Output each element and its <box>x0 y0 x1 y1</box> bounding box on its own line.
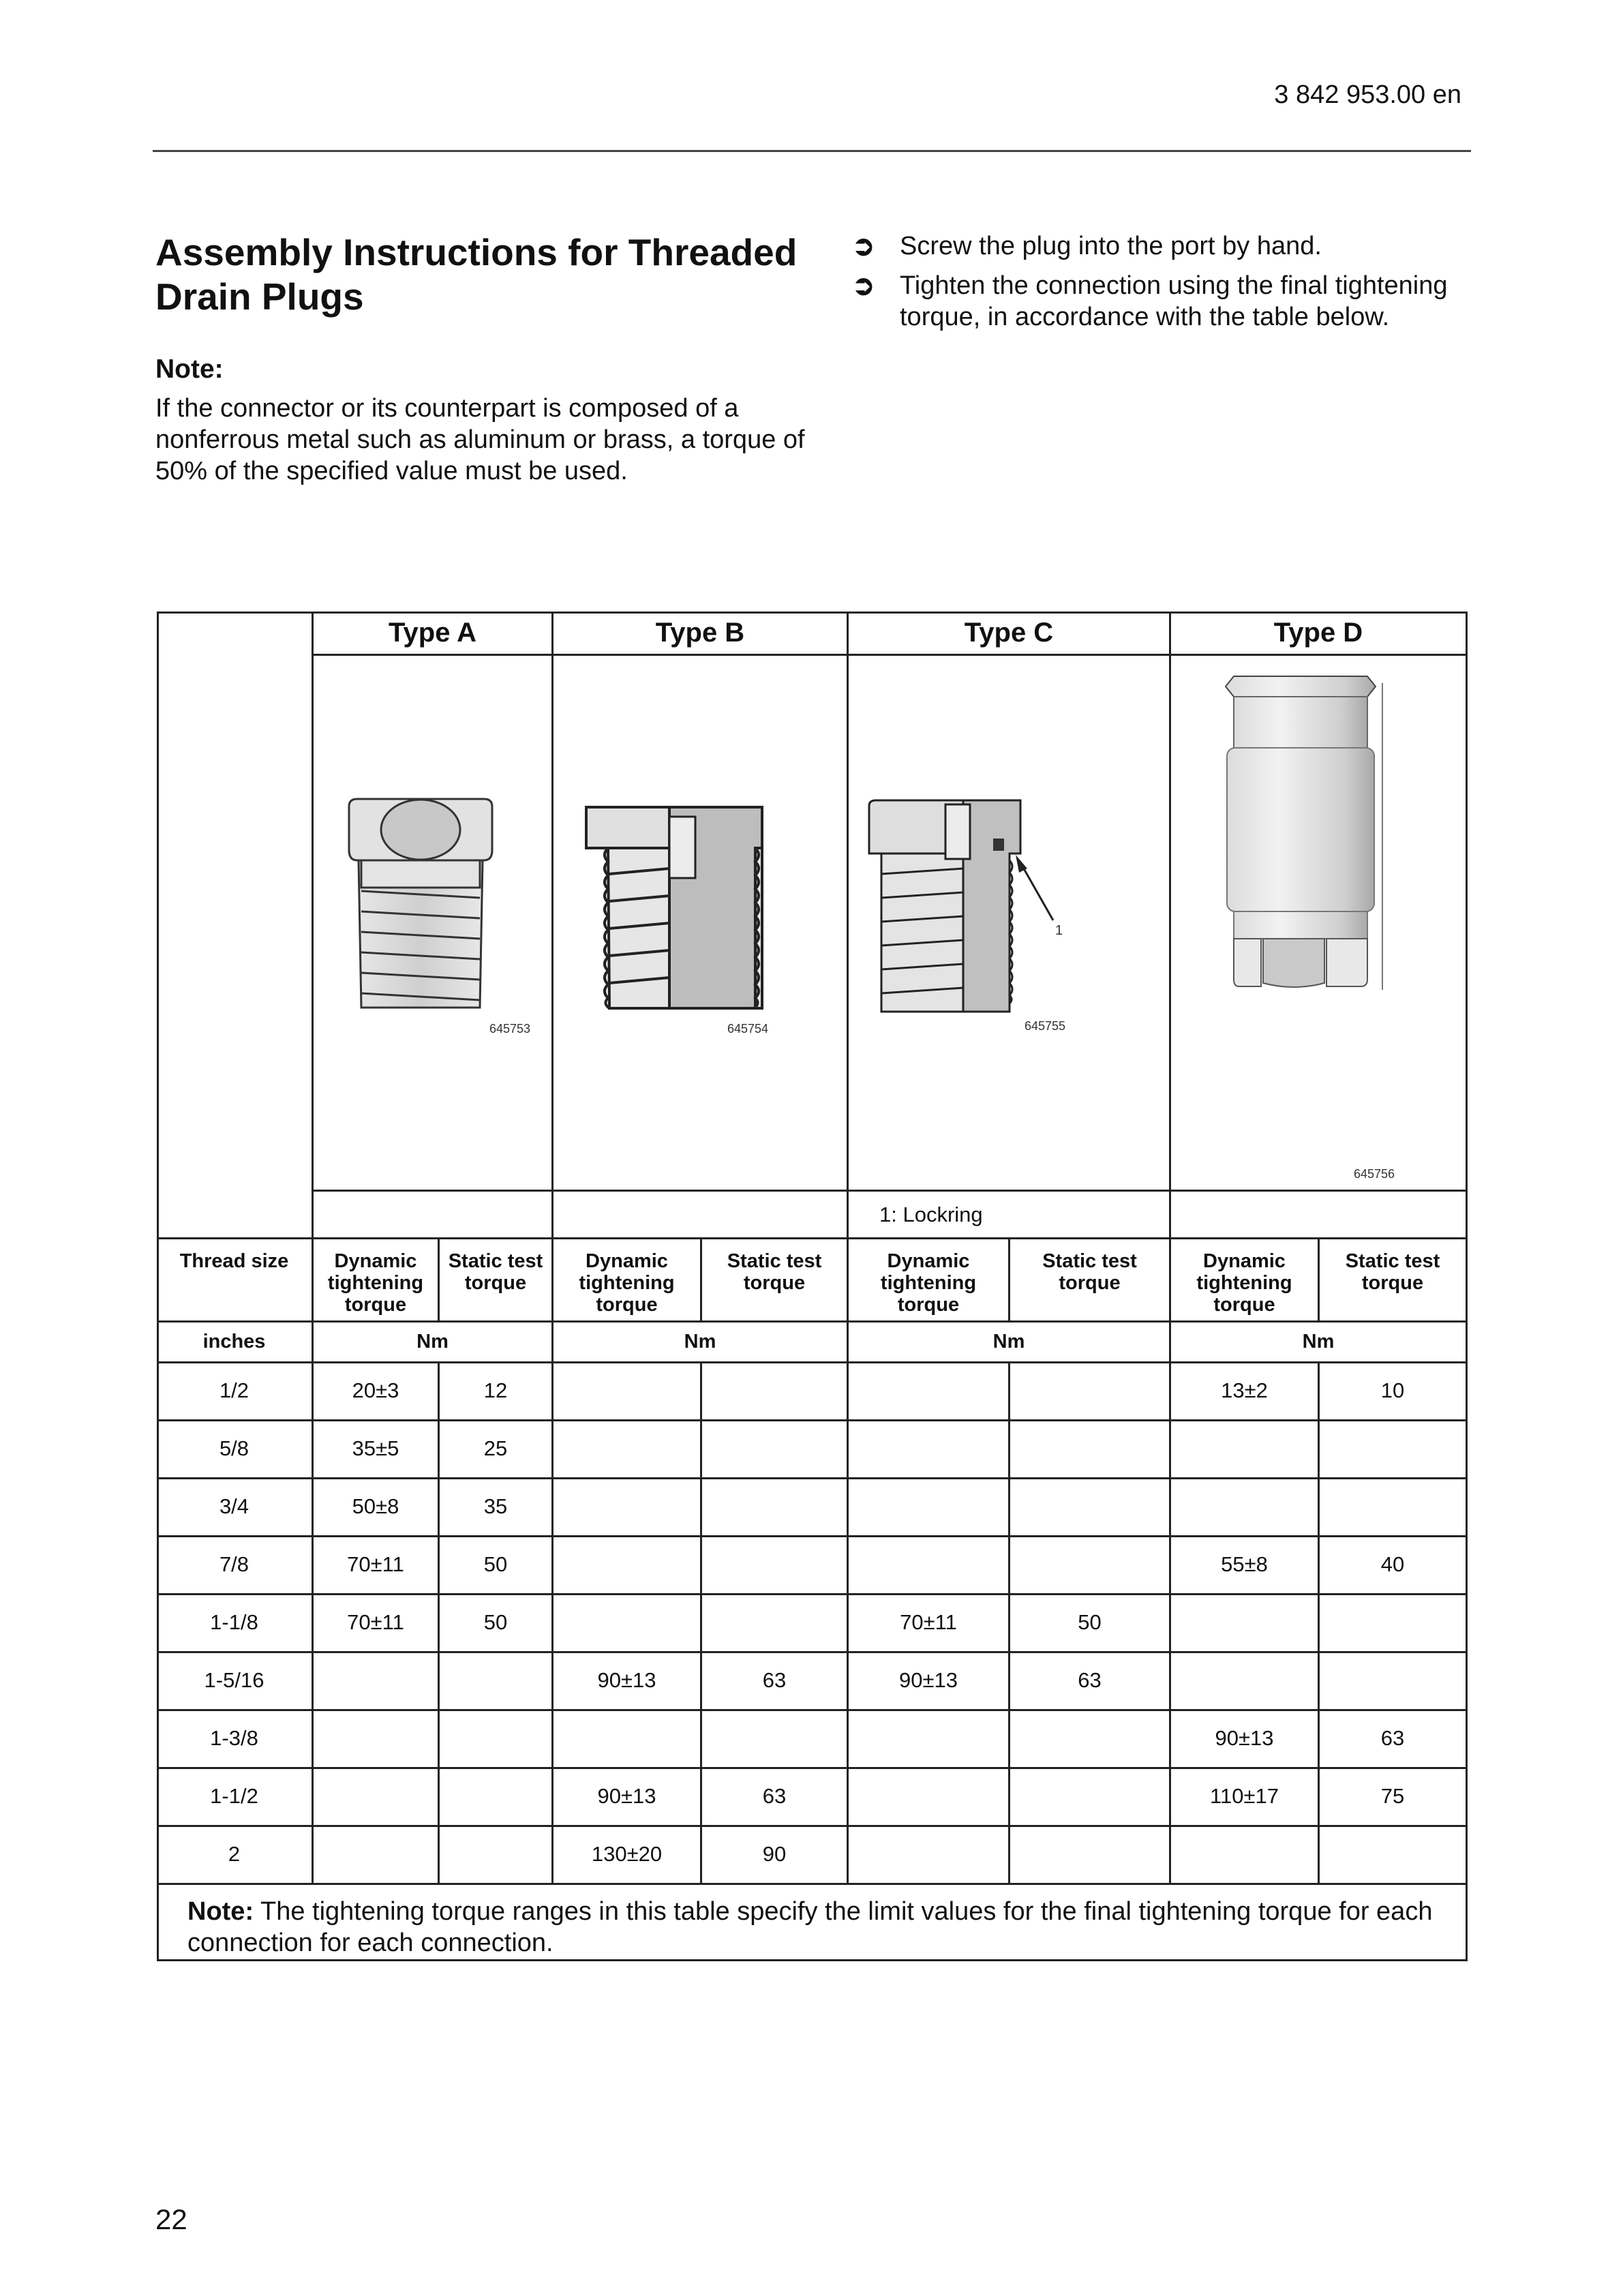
type-c-dynamic-cell <box>849 1769 1010 1827</box>
type-d-static-cell <box>1320 1479 1468 1537</box>
type-c-image-cell <box>849 656 1171 1192</box>
type-a-dynamic-cell <box>314 1827 440 1885</box>
socket-plug-section-illustration-icon <box>553 656 849 1192</box>
type-d-dynamic-cell <box>1171 1827 1320 1885</box>
type-b-caption-cell <box>553 1192 849 1239</box>
type-a-static-cell <box>440 1769 553 1827</box>
step-text: Tighten the connection using the final tightening torque, in accordance with the table below. <box>900 271 1448 331</box>
figure-number: 645755 <box>1025 1019 1066 1033</box>
type-a-static-cell: 12 <box>440 1363 553 1421</box>
type-b-dynamic-cell <box>553 1363 702 1421</box>
type-c-static-cell <box>1010 1479 1171 1537</box>
type-d-static-cell <box>1320 1827 1468 1885</box>
lockring-plug-section-illustration-icon <box>849 656 1171 1192</box>
thread-size-cell: 5/8 <box>157 1421 314 1479</box>
type-a-static-cell: 50 <box>440 1537 553 1595</box>
type-c-static-cell: 50 <box>1010 1595 1171 1653</box>
figure-number: 645756 <box>1354 1167 1395 1181</box>
type-b-dynamic-cell <box>553 1421 702 1479</box>
thread-size-cell: 2 <box>157 1827 314 1885</box>
step-text: Screw the plug into the port by hand. <box>900 232 1322 260</box>
type-d-static-cell <box>1320 1421 1468 1479</box>
type-d-dynamic-cell <box>1171 1653 1320 1711</box>
instruction-steps <box>852 230 1466 341</box>
note-text: If the connector or its counterpart is composed of a nonferrous metal such as aluminum or brass, a torque of 50% of the specified value must be used. <box>155 394 805 485</box>
thread-size-cell: 7/8 <box>157 1537 314 1595</box>
type-d-static-cell <box>1320 1595 1468 1653</box>
type-c-dynamic-cell <box>849 1479 1010 1537</box>
type-c-dynamic-header: Dynamic tightening torque <box>849 1239 1010 1323</box>
type-d-dynamic-cell <box>1171 1479 1320 1537</box>
type-b-static-header: Static test torque <box>702 1239 849 1323</box>
table-footnote <box>157 1885 1468 1961</box>
lockring-caption: 1: Lockring <box>849 1192 1171 1239</box>
header-divider <box>153 150 1471 152</box>
type-d-image-cell <box>1171 656 1468 1192</box>
type-c-static-cell <box>1010 1537 1171 1595</box>
hex-plug-illustration-icon <box>314 656 553 1192</box>
type-b-dynamic-header: Dynamic tightening torque <box>553 1239 702 1323</box>
note-label: Note: <box>155 354 224 384</box>
type-a-static-cell: 50 <box>440 1595 553 1653</box>
long-plug-illustration-icon <box>1171 656 1468 1192</box>
page-title: Assembly Instructions for Threaded Drain Plugs <box>155 231 798 318</box>
unit-nm-type-b: Nm <box>553 1323 849 1363</box>
type-c-dynamic-cell <box>849 1711 1010 1769</box>
type-d-static-header: Static test torque <box>1320 1239 1468 1323</box>
type-a-static-cell: 25 <box>440 1421 553 1479</box>
type-a-static-cell <box>440 1827 553 1885</box>
page-number: 22 <box>155 2203 187 2235</box>
type-c-dynamic-cell: 70±11 <box>849 1595 1010 1653</box>
type-d-dynamic-cell <box>1171 1595 1320 1653</box>
thread-size-cell: 1-1/2 <box>157 1769 314 1827</box>
instruction-step <box>852 270 1466 333</box>
type-a-static-header: Static test torque <box>440 1239 553 1323</box>
type-a-static-cell <box>440 1653 553 1711</box>
type-c-dynamic-cell <box>849 1421 1010 1479</box>
type-d-dynamic-cell <box>1171 1421 1320 1479</box>
type-b-image-cell <box>553 656 849 1192</box>
footnote-text: The tightening torque ranges in this table specify the limit values for the final tightening torque for each connection for each connection. <box>187 1897 1433 1957</box>
type-a-dynamic-cell: 20±3 <box>314 1363 440 1421</box>
type-b-static-cell <box>702 1711 849 1769</box>
type-c-static-cell <box>1010 1363 1171 1421</box>
type-d-static-cell: 40 <box>1320 1537 1468 1595</box>
type-c-dynamic-cell: 90±13 <box>849 1653 1010 1711</box>
type-c-static-cell <box>1010 1421 1171 1479</box>
thread-size-cell: 1/2 <box>157 1363 314 1421</box>
type-b-dynamic-cell <box>553 1479 702 1537</box>
type-d-dynamic-header: Dynamic tightening torque <box>1171 1239 1320 1323</box>
document-number: 3 842 953.00 en <box>1274 80 1461 109</box>
type-a-dynamic-cell <box>314 1653 440 1711</box>
thread-size-cell: 1-1/8 <box>157 1595 314 1653</box>
type-a-header: Type A <box>314 611 553 656</box>
type-a-static-cell <box>440 1711 553 1769</box>
thread-size-header: Thread size <box>157 1239 314 1323</box>
type-b-dynamic-cell <box>553 1711 702 1769</box>
type-b-dynamic-cell <box>553 1537 702 1595</box>
thread-size-cell: 1-3/8 <box>157 1711 314 1769</box>
type-d-static-cell: 10 <box>1320 1363 1468 1421</box>
type-b-dynamic-cell: 130±20 <box>553 1827 702 1885</box>
unit-nm-type-a: Nm <box>314 1323 553 1363</box>
arrow-bullet-icon: ➲ <box>852 231 875 261</box>
type-b-static-cell <box>702 1595 849 1653</box>
type-b-static-cell <box>702 1421 849 1479</box>
type-a-dynamic-cell: 70±11 <box>314 1595 440 1653</box>
arrow-bullet-icon: ➲ <box>852 271 875 301</box>
type-c-static-header: Static test torque <box>1010 1239 1171 1323</box>
type-d-dynamic-cell: 110±17 <box>1171 1769 1320 1827</box>
type-c-dynamic-cell <box>849 1537 1010 1595</box>
type-d-caption-cell <box>1171 1192 1468 1239</box>
empty-header-cell <box>157 611 314 1239</box>
type-b-dynamic-cell <box>553 1595 702 1653</box>
type-d-header: Type D <box>1171 611 1468 656</box>
type-a-caption-cell <box>314 1192 553 1239</box>
unit-nm-type-d: Nm <box>1171 1323 1468 1363</box>
unit-nm-type-c: Nm <box>849 1323 1171 1363</box>
thread-size-cell: 3/4 <box>157 1479 314 1537</box>
instruction-step <box>852 230 1466 262</box>
type-a-static-cell: 35 <box>440 1479 553 1537</box>
footnote-label: Note: <box>187 1897 254 1926</box>
figure-number: 645753 <box>489 1022 531 1036</box>
type-b-static-cell: 90 <box>702 1827 849 1885</box>
type-a-dynamic-cell: 50±8 <box>314 1479 440 1537</box>
type-b-static-cell: 63 <box>702 1653 849 1711</box>
type-b-dynamic-cell: 90±13 <box>553 1653 702 1711</box>
torque-table <box>157 611 1468 1961</box>
unit-inches: inches <box>157 1323 314 1363</box>
thread-size-cell: 1-5/16 <box>157 1653 314 1711</box>
type-c-static-cell <box>1010 1769 1171 1827</box>
type-d-static-cell: 75 <box>1320 1769 1468 1827</box>
type-c-static-cell: 63 <box>1010 1653 1171 1711</box>
type-c-static-cell <box>1010 1827 1171 1885</box>
callout-number: 1 <box>1055 923 1063 938</box>
type-b-static-cell <box>702 1363 849 1421</box>
type-d-static-cell: 63 <box>1320 1711 1468 1769</box>
type-c-dynamic-cell <box>849 1363 1010 1421</box>
type-c-static-cell <box>1010 1711 1171 1769</box>
type-b-static-cell <box>702 1537 849 1595</box>
type-d-dynamic-cell: 90±13 <box>1171 1711 1320 1769</box>
type-a-dynamic-cell <box>314 1711 440 1769</box>
type-b-dynamic-cell: 90±13 <box>553 1769 702 1827</box>
figure-number: 645754 <box>727 1022 769 1036</box>
type-d-dynamic-cell: 55±8 <box>1171 1537 1320 1595</box>
type-d-static-cell <box>1320 1653 1468 1711</box>
type-c-header: Type C <box>849 611 1171 656</box>
type-a-dynamic-cell <box>314 1769 440 1827</box>
type-a-dynamic-header: Dynamic tightening torque <box>314 1239 440 1323</box>
type-a-image-cell <box>314 656 553 1192</box>
type-b-static-cell: 63 <box>702 1769 849 1827</box>
type-b-static-cell <box>702 1479 849 1537</box>
type-a-dynamic-cell: 70±11 <box>314 1537 440 1595</box>
type-c-dynamic-cell <box>849 1827 1010 1885</box>
type-d-dynamic-cell: 13±2 <box>1171 1363 1320 1421</box>
type-b-header: Type B <box>553 611 849 656</box>
type-a-dynamic-cell: 35±5 <box>314 1421 440 1479</box>
